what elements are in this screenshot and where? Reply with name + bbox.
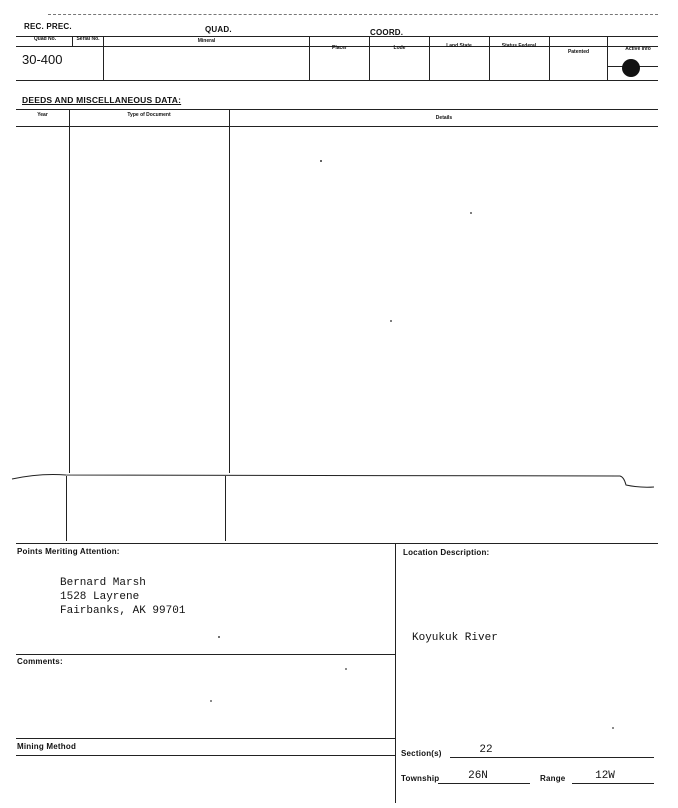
location-label: Location Description:: [403, 548, 490, 557]
deeds-divider-year: [69, 109, 70, 473]
header-bottom-rule: [16, 80, 658, 81]
township-label: Township: [401, 774, 440, 783]
points-line: Bernard Marsh: [60, 577, 146, 589]
col-quad-no: Quad No.: [33, 36, 57, 42]
speck: [470, 212, 472, 214]
col-placer: Placer: [331, 45, 347, 51]
deeds-col-year: Year: [37, 112, 48, 118]
header-top-rule: [16, 36, 658, 37]
section-label: Section(s): [401, 749, 442, 758]
top-dashed-rule: [48, 14, 658, 15]
speck: [345, 668, 347, 670]
location-value: Koyukuk River: [412, 632, 498, 644]
comments-rule: [16, 654, 395, 655]
col-lode: Lode: [393, 45, 406, 51]
deeds-divider-type: [229, 109, 230, 473]
section-field-line: [450, 757, 654, 758]
col-land-state: Land State: [446, 43, 472, 49]
mining-lower-rule: [16, 755, 395, 756]
mining-rule: [16, 738, 395, 739]
points-label: Points Meriting Attention:: [17, 547, 120, 556]
deeds-header-rule: [16, 126, 658, 127]
quad-serial-value: 30-400: [22, 52, 63, 67]
col-divider: [429, 36, 430, 80]
rec-prec-label: REC. PREC.: [24, 22, 72, 31]
points-line: 1528 Layrene: [60, 591, 140, 603]
deeds-col-type: Type of Document: [127, 112, 171, 118]
range-value: 12W: [595, 770, 615, 782]
township-field-line: [438, 783, 530, 784]
deeds-col-details: Details: [435, 115, 453, 121]
deeds-top-rule: [16, 109, 658, 110]
col-divider: [309, 36, 310, 80]
col-divider: [607, 36, 608, 80]
section-value: 22: [479, 744, 493, 756]
col-divider: [549, 36, 550, 80]
col-patented: Patented: [567, 49, 590, 55]
speck: [390, 320, 392, 322]
coord-label: COORD.: [370, 28, 404, 37]
comments-label: Comments:: [17, 657, 63, 666]
bottom-top-rule: [16, 543, 658, 544]
col-mineral: Mineral: [197, 38, 216, 44]
col-active-info: Active Info: [625, 46, 651, 52]
points-line: Fairbanks, AK 99701: [60, 605, 186, 617]
deeds-section-title: DEEDS AND MISCELLANEOUS DATA:: [22, 95, 182, 105]
speck: [218, 636, 220, 638]
township-value: 26N: [468, 770, 488, 782]
speck: [210, 700, 212, 702]
speck: [612, 727, 614, 729]
active-info-mark: [622, 59, 640, 77]
bottom-center-divider: [395, 543, 396, 803]
quad-label: QUAD.: [205, 25, 232, 34]
page-tear-line: [0, 465, 678, 495]
speck: [320, 160, 322, 162]
mining-method-label: Mining Method: [17, 742, 77, 751]
col-status-federal: Status Federal: [501, 43, 537, 49]
col-divider: [369, 36, 370, 80]
col-divider: [489, 36, 490, 80]
range-field-line: [572, 783, 654, 784]
range-label: Range: [540, 774, 566, 783]
col-serial-no: Serial No.: [76, 36, 100, 42]
